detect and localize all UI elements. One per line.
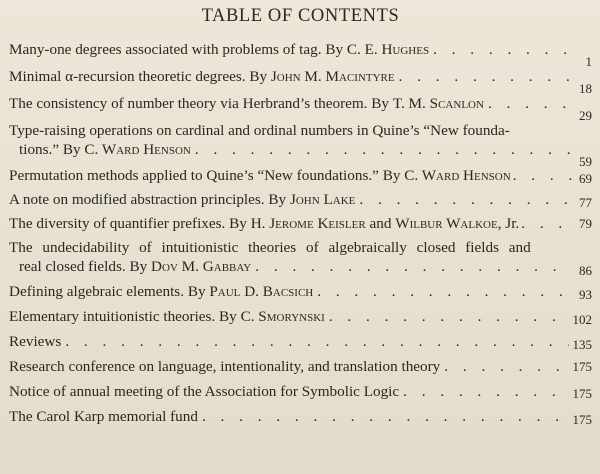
leader-dots [329, 307, 569, 326]
entry-title: Elementary intuitionistic theories. [9, 308, 216, 325]
toc-heading: TABLE OF CONTENTS [201, 6, 400, 26]
entry-title: Defining algebraic elements. [9, 283, 185, 300]
entry-title: The diversity of quantifier prefixes. [9, 215, 226, 232]
entry-page: 135 [572, 337, 592, 352]
entry-page: 79 [579, 216, 592, 231]
leader-dots [359, 190, 570, 209]
leader-dots [195, 140, 570, 159]
leader-dots [488, 94, 570, 113]
toc-list [9, 40, 592, 426]
toc-entry[interactable] [9, 214, 592, 233]
entry-page: 102 [572, 312, 592, 327]
entry-author: John Lake [289, 191, 356, 208]
entry-title: Permutation methods applied to Quine’s “New foundations.” [9, 167, 379, 184]
entry-title: Minimal α-recursion theoretic degrees. [9, 68, 246, 85]
leader-dots [521, 214, 572, 233]
entry-title: Research conference on language, intentionality, and translation theory [9, 358, 441, 375]
entry-title-line1: Type-raising operations on cardinal and ordinal numbers in Quine’s “New founda- [9, 122, 510, 139]
entry-title: The Carol Karp memorial fund [9, 408, 198, 425]
toc-entry[interactable] [9, 332, 592, 351]
leader-dots [513, 166, 572, 185]
entry-page: 29 [579, 108, 592, 123]
entry-author: C. Ward Henson [404, 167, 511, 184]
entry-page: 18 [579, 81, 592, 96]
entry-by: By [249, 68, 268, 85]
entry-by: By [187, 283, 206, 300]
entry-by: By [371, 95, 390, 112]
entry-page: 77 [579, 195, 592, 210]
entry-title-line2: real closed fields. [19, 258, 126, 275]
toc-entry[interactable] [9, 382, 592, 401]
entry-author: C. Ward Henson [84, 141, 191, 158]
entry-page: 175 [572, 412, 592, 427]
entry-by: By [62, 141, 81, 158]
toc-entry[interactable] [9, 190, 592, 209]
entry-by: By [268, 191, 287, 208]
entry-and: and [369, 215, 392, 232]
entry-page: 93 [579, 287, 592, 302]
entry-by: By [229, 215, 247, 232]
entry-author: John M. Macintyre [270, 68, 395, 85]
leader-dots [444, 357, 568, 376]
toc-entry[interactable] [9, 121, 592, 171]
entry-page: 175 [572, 359, 592, 374]
entry-page: 59 [579, 154, 592, 169]
toc-entry[interactable] [9, 282, 592, 301]
entry-title: Reviews [9, 333, 62, 350]
entry-by: By [129, 258, 148, 275]
entry-title-line1: The undecidability of intuitionistic theories of algebraically closed fields and [9, 239, 531, 256]
leader-dots [317, 282, 570, 301]
entry-author: H. Jerome Keisler [250, 215, 366, 232]
entry-page: 1 [585, 54, 592, 69]
entry-title-line2: tions.” [19, 141, 60, 158]
toc-entry[interactable] [9, 357, 592, 376]
entry-title: Many-one degrees associated with problems of tag. [9, 41, 322, 58]
leader-dots [65, 332, 568, 351]
toc-entry[interactable] [9, 238, 592, 276]
toc-entry[interactable] [9, 407, 592, 426]
toc-entry[interactable] [9, 307, 592, 326]
toc-entry[interactable] [9, 166, 592, 185]
entry-title: The consistency of number theory via Herbrand’s theorem. [9, 95, 368, 112]
entry-by: By [325, 41, 344, 58]
entry-title: A note on modified abstraction principles. [9, 191, 265, 208]
entry-title: Notice of annual meeting of the Association for Symbolic Logic [9, 383, 400, 400]
leader-dots [399, 67, 570, 86]
entry-page: 175 [572, 386, 592, 401]
leader-dots [433, 40, 570, 59]
leader-dots [202, 407, 569, 426]
entry-author: C. E. Hughes [346, 41, 430, 58]
entry-author-2: Wilbur Walkoe [395, 215, 498, 232]
entry-by: By [219, 308, 237, 325]
entry-page: 69 [579, 171, 592, 186]
entry-author: Dov M. Gabbay [151, 258, 252, 275]
entry-author: T. M. Scanlon [392, 95, 484, 112]
entry-author: C. Smorynski [240, 308, 325, 325]
entry-suffix: , Jr. [497, 215, 520, 232]
leader-dots [255, 257, 570, 276]
entry-page: 86 [579, 263, 592, 278]
entry-author: Paul D. Bacsich [209, 283, 314, 300]
leader-dots [403, 382, 568, 401]
entry-by: By [382, 167, 401, 184]
